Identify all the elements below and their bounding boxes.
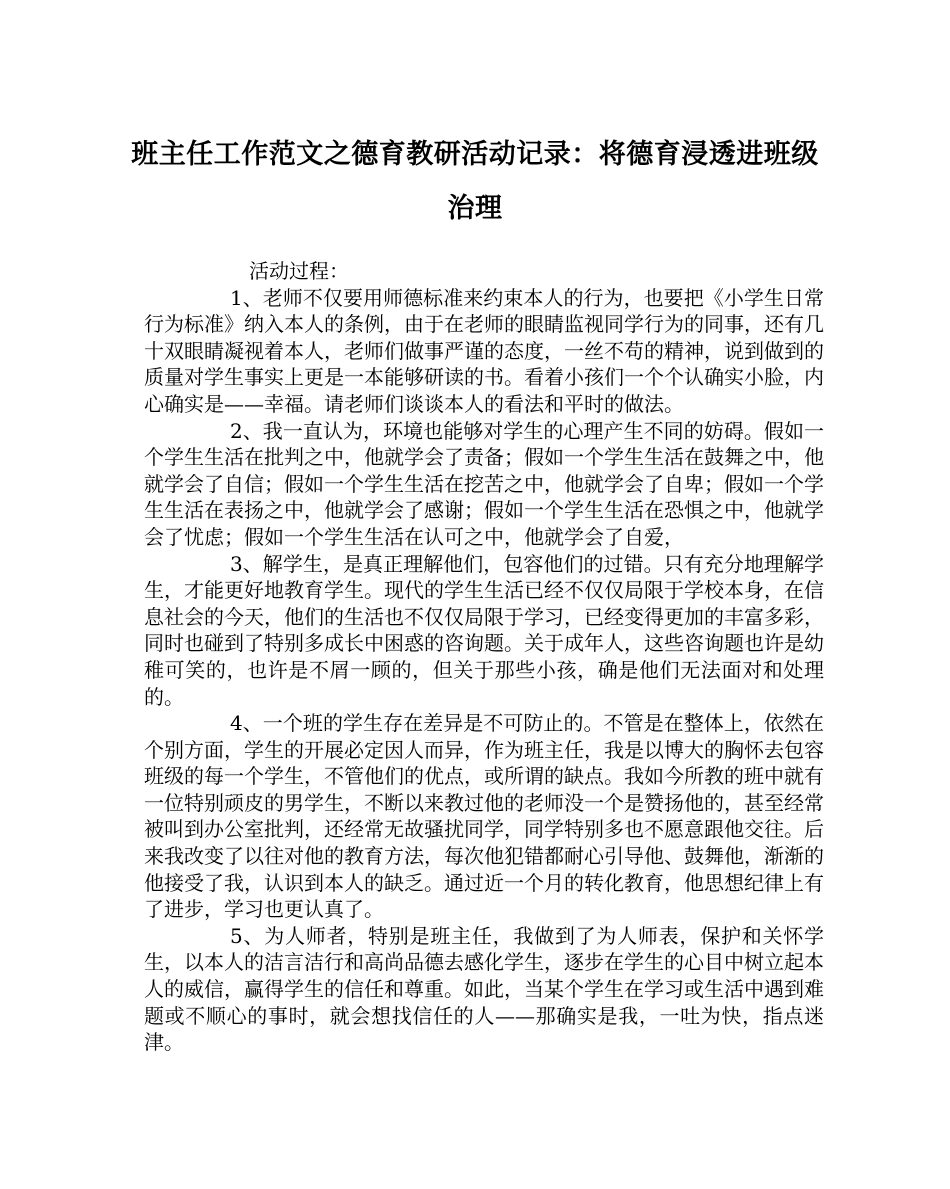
paragraph-1: 1、老师不仅要用师德标准来约束本人的行为，也要把《小学生日常行为标准》纳入本人的条例，由于在老师的眼睛监视同学行为的同事，还有几十双眼睛凝视着本人，老师们做事严谨的态度，一丝不苟的精神，说到做到的质量对学生事实上更是一本能够研读的书。看着小孩们一个个认确实小脸，内心确实是——幸福。请老师们谈谈本人的看法和平时的做法。 — [144, 285, 824, 416]
paragraph-5: 5、为人师者，特别是班主任，我做到了为人师表，保护和关怀学生，以本人的洁言洁行和高尚品德去感化学生，逐步在学生的心目中树立起本人的威信，赢得学生的信任和尊重。如此，当某个学生在学习或生活中遇到难题或不顺心的事时，就会想找信任的人——那确实是我，一吐为快，指点迷津。 — [144, 923, 824, 1055]
paragraph-4: 4、一个班的学生存在差异是不可防止的。不管是在整体上，依然在个别方面，学生的开展必定因人而异，作为班主任，我是以博大的胸怀去包容班级的每一个学生，不管他们的优点，或所谓的缺点。我如今所教的班中就有一位特别顽皮的男学生，不断以来教过他的老师没一个是赞扬他的，甚至经常被叫到办公室批判，还经常无故骚扰同学，同学特别多也不愿意跟他交往。后来我改变了以往对他的教育方法，每次他犯错都耐心引导他、鼓舞他，渐渐的他接受了我，认识到本人的缺乏。通过近一个月的转化教育，他思想纪律上有了进步，学习也更认真了。 — [144, 711, 824, 922]
paragraph-3: 3、解学生，是真正理解他们，包容他们的过错。只有充分地理解学生，才能更好地教育学生。现代的学生生活已经不仅仅局限于学校本身，在信息社会的今天，他们的生活也不仅仅局限于学习，已经变得更加的丰富多彩，同时也碰到了特别多成长中困惑的咨询题。关于成年人，这些咨询题也许是幼稚可笑的，也许是不屑一顾的，但关于那些小孩，确是他们无法面对和处理的。 — [144, 551, 824, 709]
document-body — [144, 258, 824, 1056]
paragraph-2: 2、我一直认为，环境也能够对学生的心理产生不同的妨碍。假如一个学生生活在批判之中，他就学会了责备；假如一个学生生活在鼓舞之中，他就学会了自信；假如一个学生生活在挖苦之中，他就学会了自卑；假如一个学生生活在表扬之中，他就学会了感谢；假如一个学生生活在恐惧之中，他就学会了忧虑；假如一个学生生活在认可之中，他就学会了自爱， — [144, 418, 824, 549]
document-title: 班主任工作范文之德育教研活动记录：将德育浸透进班级治理 — [131, 139, 819, 224]
section-label: 活动过程： — [249, 259, 349, 283]
